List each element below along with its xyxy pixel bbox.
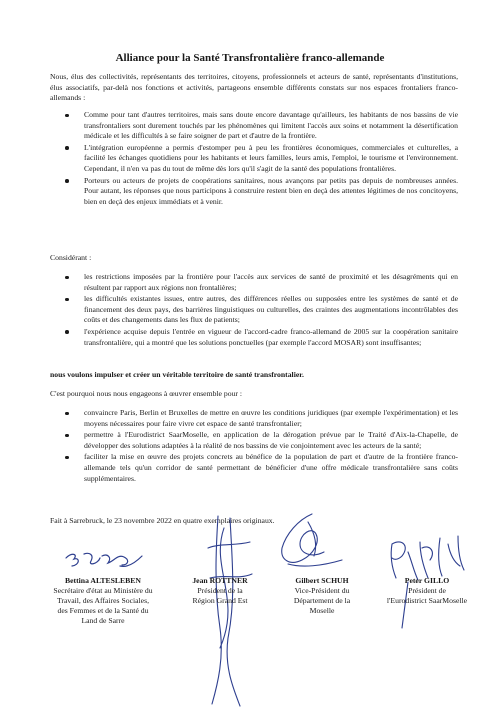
signatory-gillo	[368, 576, 486, 606]
signatory-role: Région Grand Est	[192, 596, 248, 605]
signatory-name: Gilbert SCHUH	[295, 576, 349, 585]
signatory-name: Jean ROTTNER	[192, 576, 248, 585]
constats-list	[50, 110, 458, 208]
list-item: l'expérience acquise depuis l'entrée en vigueur de l'accord-cadre franco-allemand de 2005 sur la coopération sanitaire transfrontalière, qui a montré que les solutions ponctuelles (par exemple l'accord MOSAR) sont insuffisantes;	[50, 327, 458, 348]
signatory-schuh	[272, 576, 372, 616]
signatory-role: Vice-Président du	[294, 586, 350, 595]
engagement-intro: C'est pourquoi nous nous engageons à œuvrer ensemble pour :	[50, 389, 243, 398]
engagements-list	[50, 408, 458, 485]
list-item: les difficultés existantes issues, entre autres, des différences réelles ou supposées entre les systèmes de santé et de financement des deux pays, des barrières linguistiques ou culturelles, des craintes des augmentations incontrôlables des coûts et des changements dans les flux de patients;	[50, 294, 458, 326]
list-item: permettre à l'Eurodistrict SaarMoselle, en application de la dérogation prévue par le Traité d'Aix-la-Chapelle, de développer des solutions adaptées à la réalité de nos bassins de vie conjointement avec les acteurs de la santé;	[50, 430, 458, 451]
signatory-altesleben	[38, 576, 168, 626]
signatory-role: Président de	[408, 586, 446, 595]
signature-altesleben	[58, 528, 148, 580]
list-item: Comme pour tant d'autres territoires, mais sans doute encore davantage qu'ailleurs, les habitants de nos bassins de vie transfrontaliers sont durement touchés par les phénomènes qui limitent l'accès aux soins et notamment la désertification médicale et les difficultés à se faire soigner de part et d'autre de la frontière.	[50, 110, 458, 142]
closing-line: Fait à Sarrebruck, le 23 novembre 2022 en quatre exemplaires originaux.	[50, 516, 275, 525]
list-item: convaincre Paris, Berlin et Bruxelles de mettre en œuvre les conditions juridiques (par exemple l'expérimentation) et les moyens nécessaires pour faire vivre cet espace de santé transfrontalier;	[50, 408, 458, 429]
list-item: faciliter la mise en œuvre des projets concrets au bénéfice de la population de part et d'autre de la frontière franco-allemande tels qu'un corridor de santé permettant de bénéficier d'une offre médicale transfrontalière sans coûts supplémentaires.	[50, 452, 458, 484]
considerants-list	[50, 272, 458, 349]
document-title: Alliance pour la Santé Transfrontalière franco-allemande	[115, 52, 385, 64]
signature-rottner	[190, 508, 260, 708]
signatory-role: Département de la	[293, 596, 351, 605]
signatory-role: Président de la	[197, 586, 243, 595]
key-statement: nous voulons impulser et créer un véritable territoire de santé transfrontalier.	[50, 370, 304, 379]
signatory-rottner	[170, 576, 270, 606]
signatory-role: des Femmes et de la Santé du	[57, 606, 149, 615]
list-item: Porteurs ou acteurs de projets de coopérations sanitaires, nous avançons par petits pas depuis de nombreuses années. Pour autant, les réponses que nous participons à construire restent bien en deçà des attentes légitimes de nos concitoyens, bien en deçà des enjeux immédiats et à venir.	[50, 176, 458, 208]
signatory-role: Moselle	[309, 606, 335, 615]
list-item: les restrictions imposées par la frontière pour l'accès aux services de santé de proximité et les désagréments qui en résultent par rapport aux régions non frontalières;	[50, 272, 458, 293]
signatory-role: Secrétaire d'état au Ministère du	[53, 586, 153, 595]
signatory-name: Peter GILLO	[404, 576, 450, 585]
intro-paragraph: Nous, élus des collectivités, représentants des territoires, citoyens, professionnels et acteurs de santé, représentants d'institutions, élus associatifs, par-delà nos fonctions et activités, partageons ensemble différents constats sur nos espaces frontaliers franco-allemands :	[50, 72, 458, 103]
signatory-role: l'Eurodistrict SaarMoselle	[386, 596, 468, 605]
considerant-label: Considérant :	[50, 253, 92, 262]
signatory-role: Land de Sarre	[81, 616, 125, 625]
signatory-role: Travail, des Affaires Sociales,	[56, 596, 150, 605]
list-item: L'intégration européenne a permis d'estomper peu à peu les frontières économiques, commerciales et culturelles, a facilité les échanges quotidiens pour les habitants et leurs familles, leurs amis, l'emploi, le tourisme et l'environnement. Cependant, il n'en va pas du tout de même dès lors qu'il s'agit de la santé des populations frontalières.	[50, 143, 458, 175]
signatory-name: Bettina ALTESLEBEN	[65, 576, 141, 585]
